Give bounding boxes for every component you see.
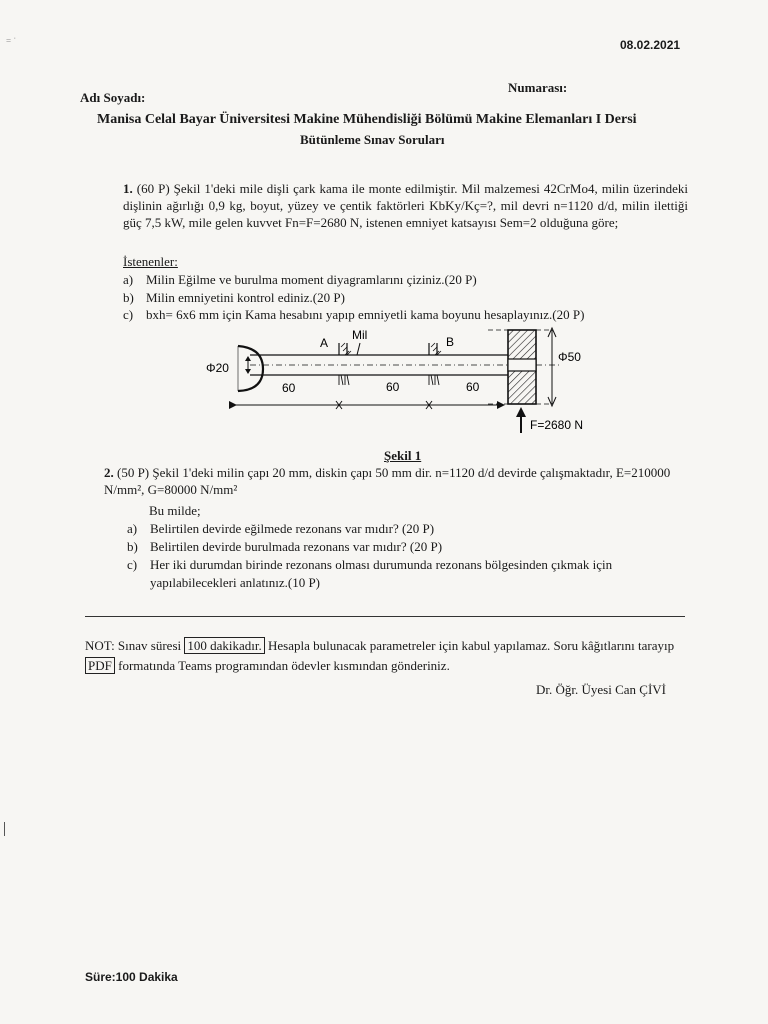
divider — [85, 616, 685, 617]
question-1-item-c: c) bxh= 6x6 mm için Kama hesabını yapıp emniyetli kama boyunu hesaplayınız.(20 P) — [123, 307, 585, 322]
large-diameter-label: Φ50 — [558, 350, 581, 364]
question-2-text: (50 P) Şekil 1'deki milin çapı 20 mm, diskin çapı 50 mm dir. n=1120 d/d devirde çalışmaktadır, E=210000 N/mm², G=80000 N/mm² — [104, 465, 671, 497]
instructor-signature: Dr. Öğr. Üyesi Can ÇİVİ — [536, 682, 666, 697]
question-1-item-b: b) Milin emniyetini kontrol ediniz.(20 P) — [123, 290, 345, 305]
support-b-label: B — [446, 335, 455, 349]
bearing-a — [339, 343, 351, 385]
question-1 — [123, 180, 688, 231]
question-2-item-c: c) Her iki durumdan birinde rezonans olması durumunda rezonans bölgesinden çıkmak için yapılabilecekleri anlatınız.(10 P) — [127, 557, 613, 590]
footer-duration: Süre:100 Dakika — [85, 970, 178, 984]
figure-caption: Şekil 1 — [384, 448, 422, 463]
shaft-label: Mil — [352, 328, 368, 342]
small-diameter-label: Φ20 — [206, 361, 229, 375]
gear-disk — [488, 328, 556, 406]
exam-note: NOT: Sınav süresi 100 dakikadır. Hesapla bulunacak parametreler için kabul yapılamaz. Soru kâğıtlarını tarayıp PDF formatında Teams programından ödevler kısmından gönderiniz. — [85, 638, 675, 673]
bearing-b — [429, 343, 441, 385]
requests-heading: İstenenler: — [123, 254, 178, 269]
scan-mark: = ˈ — [6, 36, 17, 46]
dimension-2-label: 60 — [386, 380, 400, 394]
question-2-intro: Bu milde; — [149, 503, 201, 518]
question-2-item-a: a) Belirtilen devirde eğilmede rezonans var mıdır? (20 P) — [127, 521, 435, 536]
question-1-text: (60 P) Şekil 1'deki mile dişli çark kama ile monte edilmiştir. Mil malzemesi 42CrMo4, milin üzerindeki dişlinin ağırlığı 0,9 kg, boyut, yüzey ve çentik faktörleri KbKy/Kç=?, mil devri n=1120 d/d, milin ilettiği güç 7,5 kW, mile gelen kuvvet Fn=F=2680 N, istenen emniyet katsayısı Sem=2 olduğuna göre; — [123, 181, 689, 230]
duration-box: 100 dakikadır. — [184, 637, 264, 654]
shaft-diagram — [200, 325, 600, 437]
support-a-label: A — [320, 336, 329, 350]
question-1-number: 1. — [123, 181, 133, 196]
question-1-item-a: a) Milin Eğilme ve burulma moment diyagramlarını çiziniz.(20 P) — [123, 272, 477, 287]
question-2-number: 2. — [104, 465, 114, 480]
question-2-item-b: b) Belirtilen devirde burulmada rezonans var mıdır? (20 P) — [127, 539, 443, 554]
force-arrow — [516, 407, 526, 433]
shaft-pointer — [357, 343, 360, 355]
scan-mark-line — [4, 822, 5, 836]
name-label: Adı Soyadı: — [80, 90, 146, 105]
exam-subtitle: Bütünleme Sınav Soruları — [300, 132, 445, 147]
force-label: F=2680 N — [530, 418, 584, 432]
number-label: Numarası: — [508, 80, 568, 95]
dimension-lines — [236, 401, 504, 409]
dimension-1-label: 60 — [282, 381, 296, 395]
exam-title: Manisa Celal Bayar Üniversitesi Makine Mühendisliği Bölümü Makine Elemanları I Dersi — [97, 112, 637, 127]
question-2 — [104, 464, 688, 498]
exam-date: 08.02.2021 — [620, 38, 681, 52]
format-box: PDF — [85, 657, 115, 674]
dimension-3-label: 60 — [466, 380, 480, 394]
